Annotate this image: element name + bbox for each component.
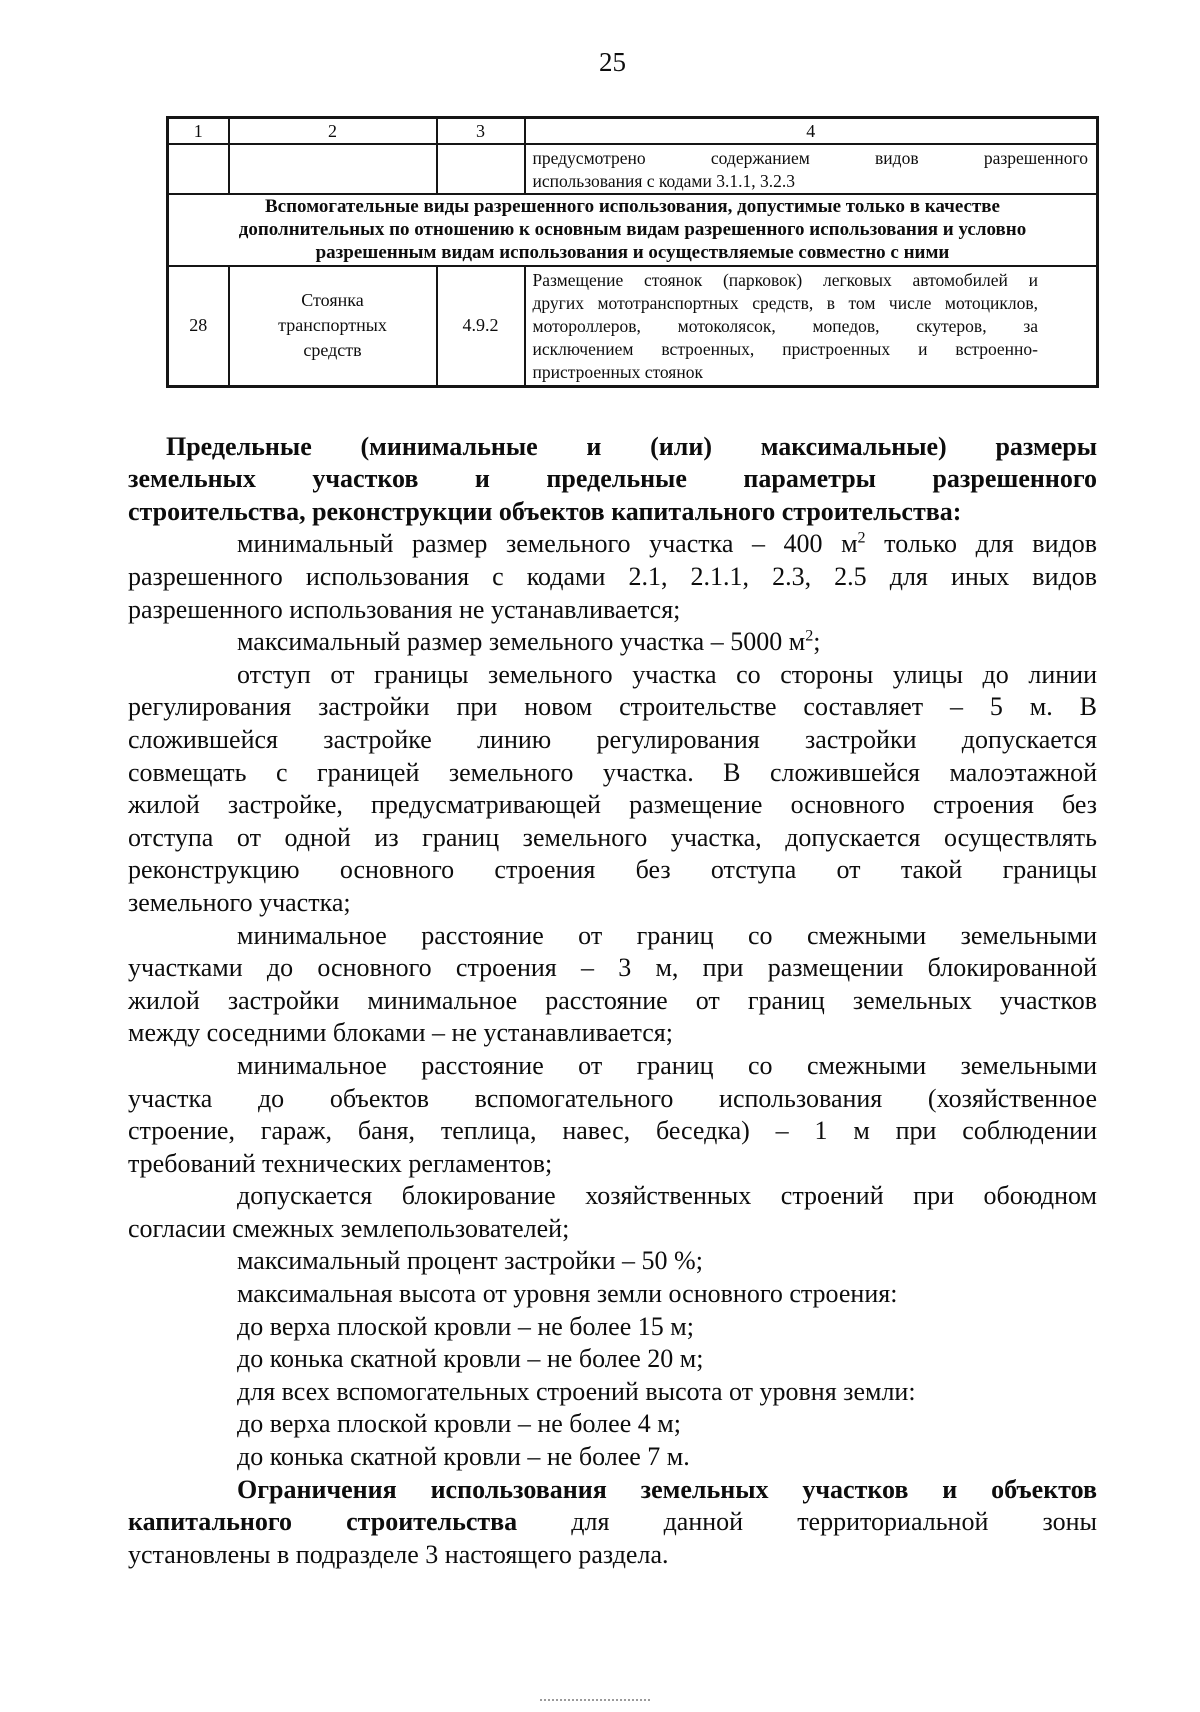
text-line: сложившейся застройке линию регулирования застройки допускается: [128, 724, 1097, 754]
text-line: Размещение стоянок (парковок) легковых автомобилей и: [532, 269, 1038, 290]
text-line: предусмотрено содержанием видов разрешенного: [532, 148, 1088, 168]
land-use-table: [166, 116, 1099, 388]
text-line: реконструкцию основного строения без отступа от такой границы: [128, 855, 1097, 885]
paragraph-ridge-roof-aux: до конька скатной кровли – не более 7 м.: [237, 1442, 690, 1472]
description-cell: [525, 144, 1098, 194]
text-line: строение, гараж, баня, теплица, навес, беседка) – 1 м при соблюдении: [128, 1116, 1097, 1146]
row-number-cell: 28: [168, 266, 229, 387]
text-line: Стоянка: [301, 290, 364, 311]
paragraph-min-size: [128, 528, 1097, 626]
paragraph-limits-heading: [128, 431, 1097, 529]
text-line: исключением встроенных, пристроенных и встроенно-: [532, 339, 1038, 360]
text-segment: для данной территориальной зоны: [517, 1507, 1097, 1537]
text-line: пристроенных стоянок: [532, 362, 703, 383]
column-number-cell: 3: [437, 118, 525, 145]
text-line: совмещать с границей земельного участка. В сложившейся малоэтажной: [128, 757, 1097, 787]
text-line: минимальное расстояние от границ со смежными земельными: [237, 1050, 1097, 1080]
page-content: [128, 46, 1097, 1571]
text-line: разрешенного использования не устанавливается;: [128, 594, 681, 624]
text-line: Вспомогательные виды разрешенного использования, допустимые только в качестве: [265, 196, 1000, 217]
text-segment: максимальный размер земельного участка – 5000 м: [237, 627, 806, 657]
text-line: допускается блокирование хозяйственных строений при обоюдном: [237, 1181, 1097, 1211]
paragraph-restrictions: [128, 1474, 1097, 1572]
text-line: минимальное расстояние от границ со смежными земельными: [237, 920, 1097, 950]
text-line: земельных участков и предельные параметры разрешенного: [128, 464, 1097, 494]
continuation-row: [168, 144, 1098, 194]
paragraph-min-distance-main: [128, 920, 1097, 1050]
scan-artifact-line: [540, 1699, 650, 1701]
paragraph-setback-street: [128, 659, 1097, 920]
empty-cell: [437, 144, 525, 194]
paragraph-ridge-roof-main: до конька скатной кровли – не более 20 м;: [237, 1344, 704, 1374]
text-line: строительства, реконструкции объектов капитального строительства:: [128, 496, 962, 526]
text-line: разрешенным видам использования и осуществляемые совместно с ними: [315, 242, 950, 264]
superscript: 2: [857, 529, 866, 547]
paragraph-blocking: [128, 1180, 1097, 1245]
use-description-cell: [525, 266, 1098, 387]
page-number: 25: [599, 47, 626, 77]
text-line: Ограничения использования земельных участков и объектов: [237, 1474, 1097, 1504]
text-segment: только для видов: [865, 529, 1097, 559]
text-line: Предельные (минимальные и (или) максимальные) размеры: [166, 431, 1097, 461]
body-text: [128, 431, 1097, 1572]
text-line: участками до основного строения – 3 м, при размещении блокированной: [128, 953, 1097, 983]
paragraph-max-height-main: максимальная высота от уровня земли основного строения:: [237, 1279, 898, 1309]
section-header-row: [168, 194, 1098, 266]
paragraph-flat-roof-aux: до верха плоской кровли – не более 4 м;: [237, 1409, 681, 1439]
use-name-cell: [229, 266, 437, 387]
text-line: между соседними блоками – не устанавливается;: [128, 1018, 673, 1048]
text-line: земельного участка;: [128, 887, 351, 917]
paragraph-max-coverage: максимальный процент застройки – 50 %;: [237, 1246, 703, 1276]
text-line: жилой застройки минимальное расстояние от границ земельных участков: [128, 985, 1097, 1015]
column-number-cell: 1: [168, 118, 229, 145]
superscript: 2: [805, 627, 814, 645]
text-line: отступ от границы земельного участка со стороны улицы до линии: [237, 659, 1097, 689]
text-segment: минимальный размер земельного участка – 400 м: [237, 529, 858, 559]
text-line: установлены в подразделе 3 настоящего раздела.: [128, 1539, 669, 1569]
text-line: согласии смежных землепользователей;: [128, 1213, 570, 1243]
column-number-cell: 2: [229, 118, 437, 145]
text-line: мотороллеров, мотоколясок, мопедов, скутеров, за: [532, 316, 1038, 337]
empty-cell: [229, 144, 437, 194]
text-line: разрешенного использования с кодами 2.1, 2.1.1, 2.3, 2.5 для иных видов: [128, 562, 1097, 591]
column-number-cell: 4: [525, 118, 1098, 145]
text-line: требований технических регламентов;: [128, 1148, 553, 1178]
table-row-28: [168, 266, 1098, 387]
paragraph-flat-roof-main: до верха плоской кровли – не более 15 м;: [237, 1311, 694, 1341]
text-line: отступа от одной из границ земельного участка, допускается осуществлять: [128, 822, 1097, 852]
text-line: дополнительных по отношению к основным видам разрешенного использования и условно: [238, 219, 1027, 241]
empty-cell: [168, 144, 229, 194]
paragraph-min-distance-auxiliary: [128, 1050, 1097, 1180]
text-line: регулирования застройки при новом строительстве составляет – 5 м. В: [128, 692, 1097, 722]
paragraph-aux-height: для всех вспомогательных строений высота от уровня земли:: [237, 1376, 916, 1406]
text-segment: ;: [813, 627, 821, 657]
table-header-row: [168, 118, 1098, 145]
text-line: использования с кодами 3.1.1, 3.2.3: [532, 171, 795, 191]
use-code-cell: 4.9.2: [437, 266, 525, 387]
text-line: [128, 528, 1097, 561]
text-line: транспортных: [278, 315, 387, 336]
text-line: средств: [303, 340, 362, 361]
text-line: участка до объектов вспомогательного использования (хозяйственное: [128, 1083, 1097, 1113]
text-line: [128, 1506, 1097, 1539]
section-header-cell: [168, 194, 1098, 266]
text-segment-bold: капитального строительства: [128, 1507, 518, 1537]
text-line: жилой застройке, предусматривающей размещение основного строения без: [128, 790, 1097, 820]
text-line: других мототранспортных средств, в том числе мотоциклов,: [532, 292, 1038, 313]
paragraph-max-size: [128, 626, 1097, 659]
